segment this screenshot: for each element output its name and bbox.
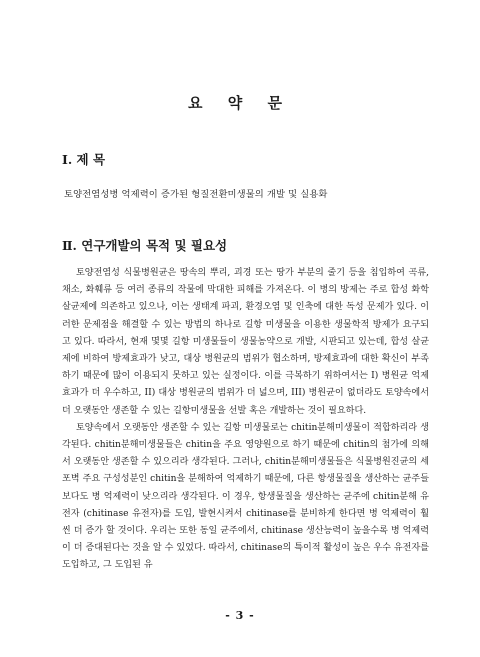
page-number: - 3 - xyxy=(225,609,255,622)
body-paragraph-1: 토양전염성 식물병원균은 땅속의 뿌리, 괴경 또는 땅가 부분의 줄기 등을 침입하여 곡류, 채소, 화훼류 등 여러 종류의 작물에 막대한 피해를 가져온다. 이 병의 방제는 주로 합성 화학 살균제에 의존하고 있으나, 이는 생태계 파괴, 환경오염 및 인축에 대한 독성 문제가 있다. 이러한 문제점을 해결할 수 있는 방법의 하나로 길항 미생물을 이용한 생물학적 방제가 요구되고 있다. 따라서, 현재 몇몇 길항 미생물들이 생물농약으로 개발, 시판되고 있는데, 합성 살균제에 비하여 방제효과가 낮고, 대상 병원균의 범위가 협소하며, 방제효과에 대한 확신이 부족하기 때문에 많이 이용되지 못하고 있는 실정이다. 이를 극복하기 위하여서는 I) 병원균 억제효과가 더 우수하고, II) 대상 병원균의 범위가 더 넓으며, III) 병원균이 없더라도 토양속에서 더 오랫동안 생존할 수 있는 길항미생물을 선발 혹은 개발하는 것이 필요하다. xyxy=(62,268,429,416)
section-heading-purpose: Ⅱ. 연구개발의 목적 및 필요성 xyxy=(62,238,228,253)
section-body xyxy=(62,265,429,575)
research-subject: 토양전염성병 억제력이 증가된 형질전환미생물의 개발 및 실용화 xyxy=(64,189,328,200)
page-title: 요 약 문 xyxy=(188,94,292,112)
section-heading-title: I. 제 목 xyxy=(62,152,106,167)
body-paragraph-2: 토양속에서 오랫동안 생존할 수 있는 길항 미생물로는 chitin분해미생물이 적합하리라 생각된다. chitin분해미생물들은 chitin을 주요 영양원으로 하기 때문에 chitin의 첨가에 의해서 오랫동안 생존할 수 있으리라 생각된다. 그러나, chitin분해미생물들은 식물병원진균의 세포벽 주요 구성성분인 chitin을 분해하여 억제하기 때문에, 다른 항생물질을 생산하는 균주들보다도 병 억제력이 낮으리라 생각된다. 이 경우, 항생물질을 생산하는 균주에 chitin분해 유전자 (chitinase 유전자)를 도입, 발현시켜서 chitinase를 분비하게 한다면 병 억제력이 훨씬 더 증가 할 것이다. 우리는 또한 동일 균주에서, chitinase 생산능력이 높을수록 병 억제력이 더 증대된다는 것을 알 수 있었다. 따라서, chitinase의 특이적 활성이 높은 우수 유전자를 도입하고, 그 도입된 유 xyxy=(62,422,429,571)
